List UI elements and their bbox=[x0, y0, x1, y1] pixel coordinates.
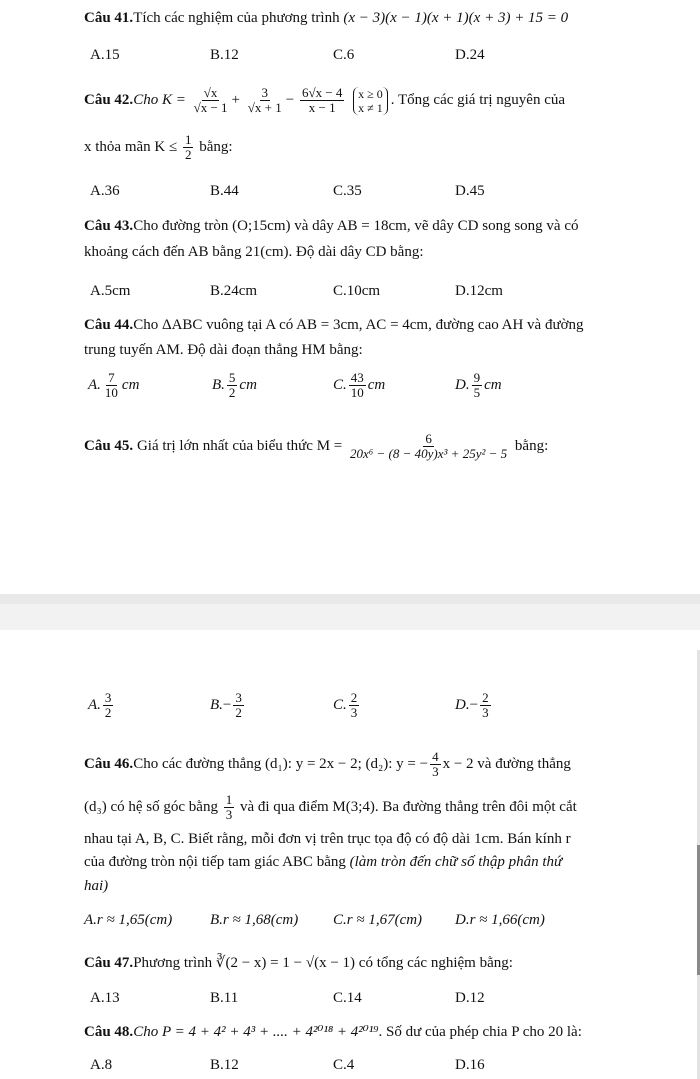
q41-option-b: B.12 bbox=[210, 47, 239, 63]
question-43-line2: khoảng cách đến AB bằng 21(cm). Độ dài dây CD bằng: bbox=[84, 244, 424, 260]
question-42-text-a: Cho K = bbox=[133, 92, 186, 108]
q46-option-c: C.r ≈ 1,67(cm) bbox=[333, 912, 423, 928]
question-46-line5: hai) bbox=[84, 878, 109, 894]
question-42-line2-b: bằng: bbox=[199, 139, 233, 155]
question-41 bbox=[84, 8, 568, 28]
question-42-text-b: . Tổng các giá trị nguyên của bbox=[390, 92, 566, 108]
question-48-title: Câu 48. bbox=[84, 1024, 134, 1040]
question-46-line1-a: Cho các đường thẳng (d₁): y = 2x − 2; (d₂): y = − bbox=[133, 756, 429, 772]
question-41-title: Câu 41. bbox=[84, 10, 134, 26]
q42-conditions: x ≥ 0 x ≠ 1 bbox=[353, 87, 388, 115]
q42-option-b: B.44 bbox=[210, 183, 239, 199]
q48-option-b: B.12 bbox=[210, 1057, 239, 1073]
question-42-title: Câu 42. bbox=[84, 92, 134, 108]
question-46-line4: của đường tròn nội tiếp tam giác ABC bằng (làm tròn đến chữ số thập phân thứ bbox=[84, 854, 563, 870]
q47-option-b: B.11 bbox=[210, 990, 239, 1006]
q42-term3: $\frac{6√x - 4}{x - 1}$ bbox=[301, 85, 343, 116]
q46-fraction-4-3: $\frac{4}{3}$ bbox=[432, 749, 439, 780]
question-45-text-b: bằng: bbox=[514, 438, 549, 454]
question-46 bbox=[84, 747, 571, 781]
q44-option-d: D. $\frac{9}{5}$ cm bbox=[455, 370, 502, 401]
question-47 bbox=[84, 953, 513, 973]
q45-option-b: B.− $\frac{3}{2}$ bbox=[210, 690, 242, 721]
q47-option-d: D.12 bbox=[455, 990, 485, 1006]
question-48 bbox=[84, 1022, 582, 1042]
question-47-title: Câu 47. bbox=[84, 955, 134, 971]
q43-option-c: C.10cm bbox=[333, 283, 381, 299]
question-44 bbox=[84, 315, 584, 335]
question-46-line3: nhau tại A, B, C. Biết rằng, mỗi đơn vị trên trục tọa độ có độ dài 1cm. Bán kính r bbox=[84, 831, 571, 847]
q43-option-d: D.12cm bbox=[455, 283, 503, 299]
question-43 bbox=[84, 216, 579, 236]
q46-option-a: A.r ≈ 1,65(cm) bbox=[84, 912, 173, 928]
q41-option-a: A.15 bbox=[90, 47, 120, 63]
q46-option-b: B.r ≈ 1,68(cm) bbox=[210, 912, 299, 928]
q45-option-c: C. $\frac{2}{3}$ bbox=[333, 690, 358, 721]
q48-option-c: C.4 bbox=[333, 1057, 355, 1073]
question-41-equation: (x − 3)(x − 1)(x + 1)(x + 3) + 15 = 0 bbox=[343, 10, 569, 26]
q43-option-b: B.24cm bbox=[210, 283, 258, 299]
q45-fraction: $\frac{6}{\text{20x⁶ − (8 − 40y)x³ + 25y² − 5}}$ bbox=[350, 431, 508, 462]
q46-slope: $\frac{1}{3}$ bbox=[225, 792, 233, 823]
q45-option-a: A. $\frac{3}{2}$ bbox=[88, 690, 112, 721]
question-47-text: Phương trình ∛(2 − x) = 1 − √(x − 1) có tổng các nghiệm bằng: bbox=[133, 955, 513, 971]
q45-option-d: D.− $\frac{2}{3}$ bbox=[455, 690, 489, 721]
question-44-line2: trung tuyến AM. Độ dài đoạn thẳng HM bằng: bbox=[84, 342, 363, 358]
question-42-line2-a: x thỏa mãn K ≤ bbox=[84, 139, 178, 155]
q42-option-a: A.36 bbox=[90, 183, 120, 199]
q42-half: $\frac{1}{2}$ bbox=[184, 132, 192, 163]
question-45-title: Câu 45. bbox=[84, 438, 134, 454]
q46-option-d: D.r ≈ 1,66(cm) bbox=[455, 912, 545, 928]
question-45-text-a: Giá trị lớn nhất của biểu thức M = bbox=[136, 438, 343, 454]
q43-option-a: A.5cm bbox=[90, 283, 131, 299]
q47-option-a: A.13 bbox=[90, 990, 120, 1006]
q42-option-d: D.45 bbox=[455, 183, 485, 199]
document-page-bottom bbox=[0, 650, 700, 1079]
question-48-text-a: Cho P = 4 + 4² + 4³ + .... + 4²⁰¹⁸ + 4²⁰¹⁹ bbox=[133, 1024, 379, 1040]
page-gap bbox=[0, 588, 700, 650]
q41-option-d: D.24 bbox=[455, 47, 485, 63]
q48-option-a: A.8 bbox=[90, 1057, 113, 1073]
question-41-text: Tích các nghiệm của phương trình bbox=[133, 10, 340, 26]
q44-option-a: A. $\frac{7}{10}$ cm bbox=[88, 370, 140, 401]
q42-option-c: C.35 bbox=[333, 183, 362, 199]
question-46-title: Câu 46. bbox=[84, 756, 134, 772]
question-48-text-b: . Số dư của phép chia P cho 20 là: bbox=[378, 1024, 582, 1040]
q44-option-c: C. $\frac{43}{10}$ cm bbox=[333, 370, 386, 401]
question-43-line1: Cho đường tròn (O;15cm) và dây AB = 18cm, vẽ dây CD song song và có bbox=[133, 218, 579, 234]
q48-option-d: D.16 bbox=[455, 1057, 485, 1073]
question-42-line2 bbox=[84, 130, 233, 164]
question-42: Câu 42.Cho K = $\frac{√x}{√x - 1}$ + $\frac{3}{√x + 1}$ − $\frac{6√x - 4}{x - 1}$ x ≥ 0 x ≠ 1 . Tổng các giá trị nguyên của bbox=[84, 85, 566, 116]
q41-option-c: C.6 bbox=[333, 47, 355, 63]
question-43-title: Câu 43. bbox=[84, 218, 134, 234]
question-46-line1-b: x − 2 và đường thẳng bbox=[442, 756, 571, 772]
q42-term1: $\frac{√x}{√x - 1}$ bbox=[193, 85, 228, 116]
q42-term2: $\frac{3}{√x + 1}$ bbox=[247, 85, 282, 116]
question-44-title: Câu 44. bbox=[84, 317, 134, 333]
q47-option-c: C.14 bbox=[333, 990, 362, 1006]
question-46-line2: (d₃) có hệ số góc bằng $\frac{1}{3}$ và đi qua điểm M(3;4). Ba đường thẳng trên đôi một cắt bbox=[84, 792, 577, 823]
question-44-line1: Cho ΔABC vuông tại A có AB = 3cm, AC = 4cm, đường cao AH và đường bbox=[133, 317, 584, 333]
q44-option-b: B. $\frac{5}{2}$ cm bbox=[212, 370, 257, 401]
question-45 bbox=[84, 426, 548, 466]
